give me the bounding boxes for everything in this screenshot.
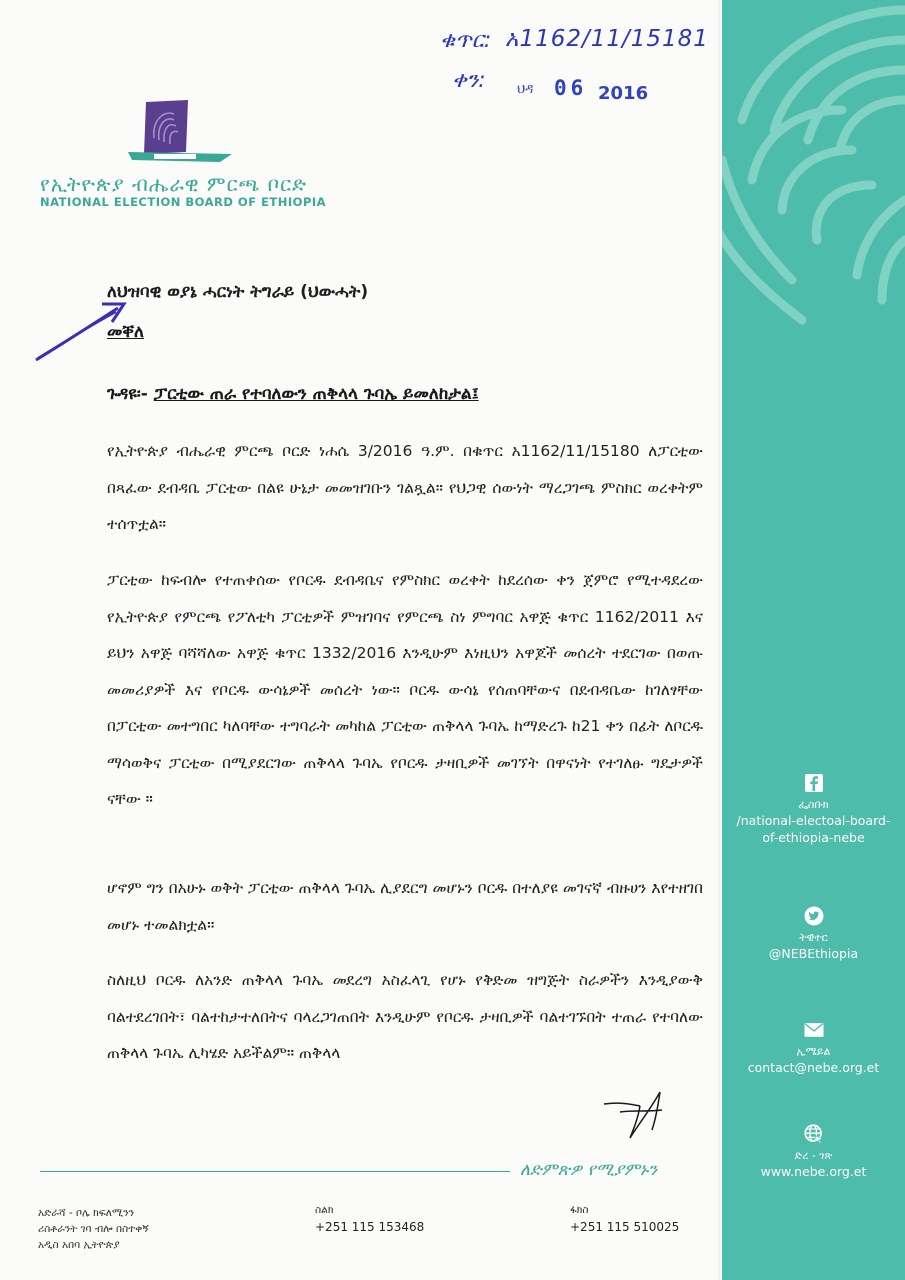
sidebar-twitter[interactable] — [722, 906, 905, 962]
sidebar-email[interactable] — [722, 1020, 905, 1076]
footer-address — [38, 1205, 149, 1253]
subject-label: ጉዳዩ፡- — [107, 384, 148, 404]
website-value: www.nebe.org.et — [760, 1164, 867, 1179]
twitter-label: ትዊተር — [799, 931, 828, 944]
body-paragraph-2: ፓርቲው ከፍብሎ የተጠቀሰው የቦርዱ ደብዳቤና የምስክር ወረቀት ከደረሰው ቀን ጀምሮ የሚተዳደረው የኢትዮጵያ የምርጫ የፖለቲካ ፓርቲዎች ምዝገባና የምርጫ ስነ ምግባር አዋጅ ቁጥር 1162/2011 እና ይህን አዋጅ ባሻሻለው አዋጅ ቁጥር 1332/2016 እንዲሁም እነዚህን አዋጆች መሰረት ተደርገው በወጡ መመሪያዎች እና የቦርዱ ውሳኔዎች መሰረት ነው። ቦርዱ ውሳኔ የሰጠባቸውና በደብዳቤው ከገለፃቸው በፓርቲው መተግበር ካለባቸው ተግባራት መካከል ፓርቲው ጠቅላላ ጉባኤ ከማድረጉ ከ21 ቀን በፊት ለቦርዱ ማሳወቅና ፓርቲው በሚያደርገው ጠቅላላ ጉባኤ የቦርዱ ታዛቢዎች መገኘት በዋናነት የተገለፁ ግዴታዎች ናቸው ። — [107, 571, 703, 808]
fax-label: ፋክስ — [570, 1204, 589, 1216]
facebook-icon — [804, 773, 824, 793]
sidebar-facebook[interactable] — [722, 773, 905, 846]
nebe-logo-icon — [124, 98, 234, 168]
handwritten-signature — [600, 1082, 680, 1142]
address-line-1: አድራሻ - ቦሌ ክፍለሚንን — [38, 1207, 135, 1219]
twitter-value: @NEBEthiopia — [768, 946, 859, 961]
facebook-label: ፌስቡክ — [798, 798, 829, 811]
org-name-english: NATIONAL ELECTION BOARD OF ETHIOPIA — [40, 195, 327, 209]
recipient-city: መቐለ — [107, 322, 144, 342]
address-line-2: ሪስቶራንት ገባ ብሎ በስተቀኝ — [38, 1223, 149, 1235]
facebook-value-line2: of-ethiopia-nebe — [762, 830, 865, 845]
subject-text: ፓርቲው ጠራ የተባለውን ጠቅላላ ጉባኤ ይመለከታል፤ — [153, 384, 479, 404]
recipient-name: ለህዝባዊ ወያኔ ሓርነት ትግራይ (ህውሓት) — [107, 282, 369, 302]
handwritten-ref-label: ቁጥር: — [440, 28, 492, 53]
fingerprint-watermark-icon — [722, 0, 905, 330]
subject-line — [107, 384, 479, 404]
phone-value: +251 115 153468 — [315, 1220, 425, 1234]
body-paragraph-4: ስለዚህ ቦርዱ ለአንድ ጠቅላላ ጉባኤ መደረግ አስፈላጊ የሆኑ የቅድመ ዝግጅት ስራዎችን እንዲያውቅ ባልተደረገበት፣ ባልተከታተለበትና ባላረጋገጠበት እንዲሁም የቦርዱ ታዛቢዎች ባልተገኙበት ተጠራ የተባለው ጠቅላላ ጉባኤ ሊካሄድ አይችልም። ጠቅላላ — [107, 971, 703, 1062]
email-value: contact@nebe.org.et — [747, 1060, 880, 1075]
facebook-value-line1: /national-electoal-board- — [736, 813, 891, 828]
phone-label: ስልክ — [315, 1204, 334, 1216]
envelope-icon — [804, 1020, 824, 1040]
date-stamp-day: 06 — [554, 76, 588, 100]
footer-divider — [40, 1171, 510, 1172]
sidebar-website[interactable] — [722, 1124, 905, 1180]
twitter-icon — [804, 906, 824, 926]
body-paragraph-3: ሆኖም ግን በአሁኑ ወቅት ፓርቲው ጠቅላላ ጉባኤ ሊያደርግ መሆኑን ቦርዱ በተለያዩ መገናኛ ብዙሀን እየተዘገበ መሆኑ ተመልክቷል። — [107, 879, 703, 934]
org-name-amharic: የኢትዮጵያ ብሔራዊ ምርጫ ቦርድ — [40, 172, 307, 196]
fax-value: +251 115 510025 — [570, 1220, 680, 1234]
handwritten-ref-value: አ1162/11/15181 — [505, 26, 709, 52]
body-paragraph-1: የኢትዮጵያ ብሔራዊ ምርጫ ቦርድ ነሐሴ 3/2016 ዓ.ም. በቁጥር አ1162/11/15180 ለፓርቲው በጻፈው ደብዳቤ ፓርቲው በልዩ ሁኔታ መመዝገቡን ገልጿል። የህጋዊ ሰውነት ማረጋገጫ ምስክር ወረቀትም ተሰጥቷል። — [107, 442, 703, 533]
email-label: ኢሜይል — [796, 1045, 831, 1058]
address-line-3: አዲስ አበባ ኢትዮጵያ — [38, 1239, 120, 1251]
sidebar-band — [722, 0, 905, 1280]
date-stamp-year: 2016 — [598, 83, 649, 104]
date-stamp-month: ህዳ — [517, 82, 534, 97]
handwritten-date-label: ቀን: — [452, 68, 486, 93]
globe-icon — [804, 1124, 824, 1144]
footer-motto: ለድምጽዎ የሚያምኑን — [520, 1160, 658, 1180]
website-label: ድረ - ገጽ — [794, 1149, 833, 1162]
